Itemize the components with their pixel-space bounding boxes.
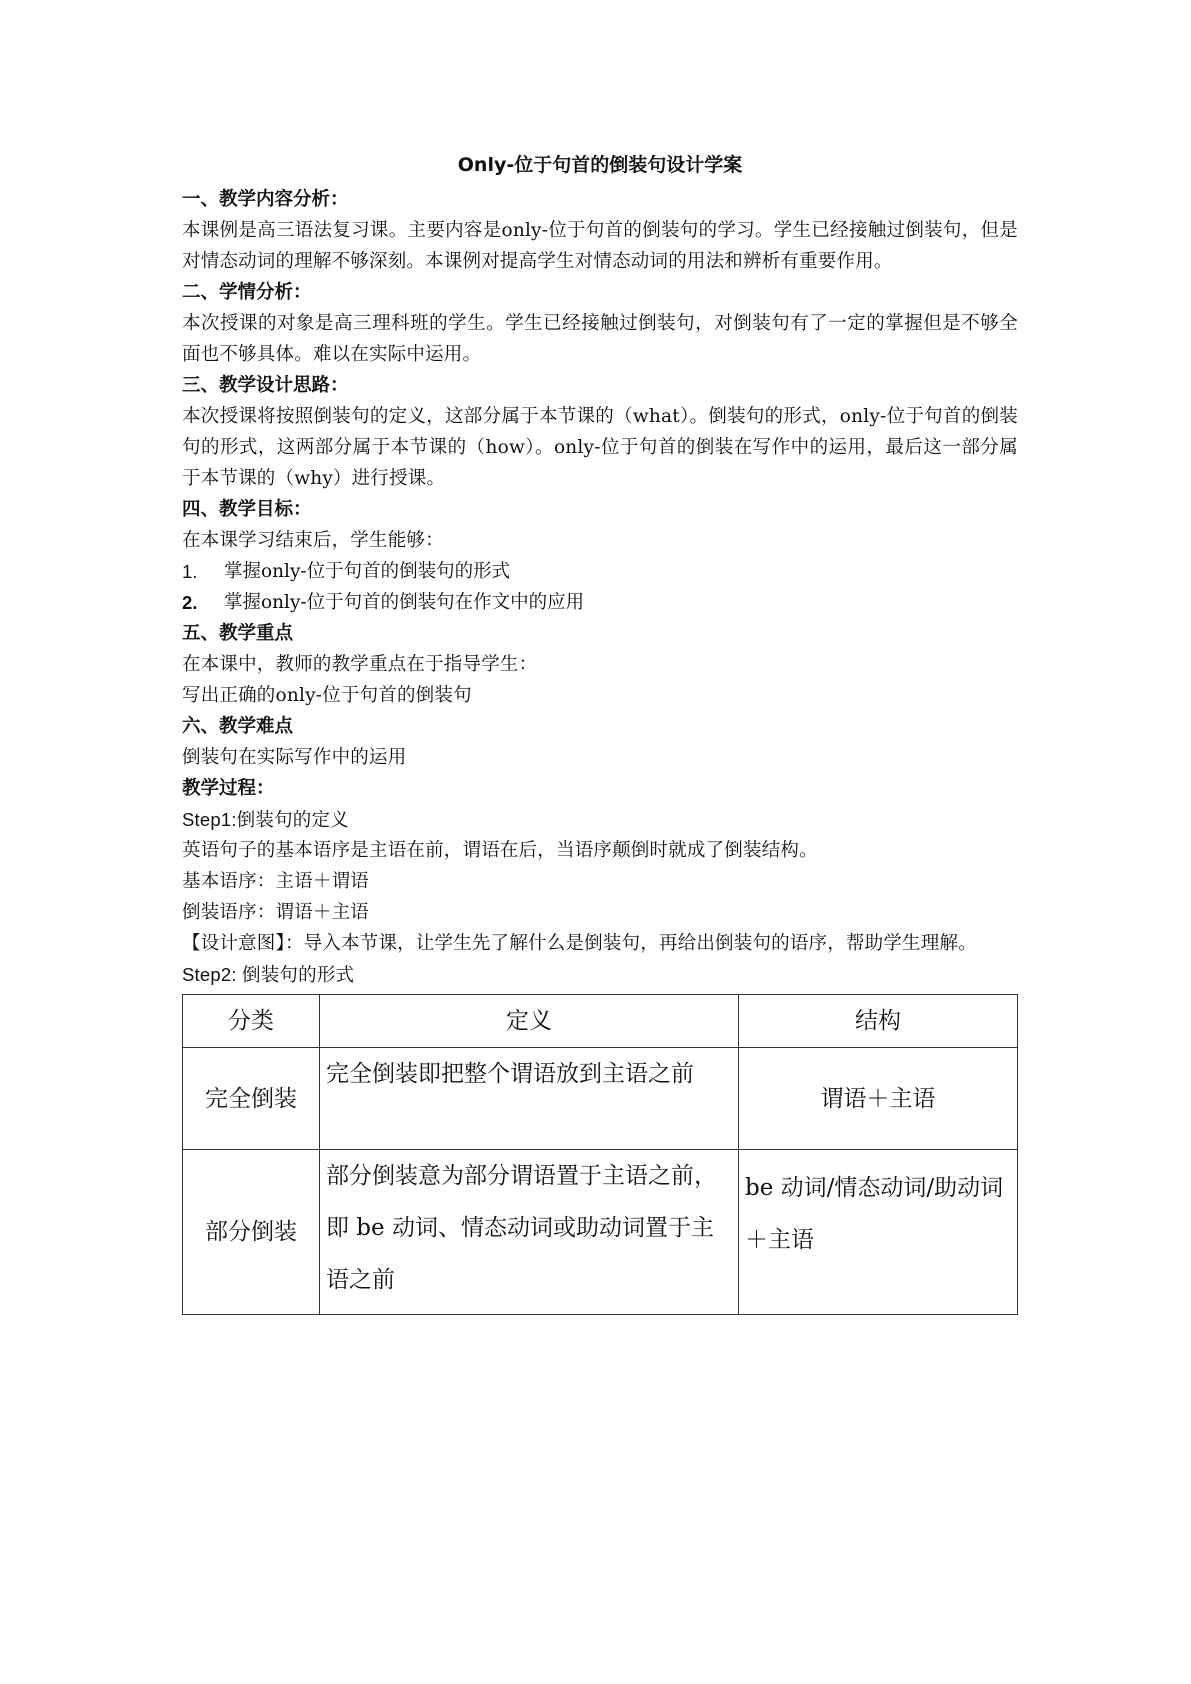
learner-analysis-text: 本次授课的对象是高三理科班的学生。学生已经接触过倒装句，对倒装句有了一定的掌握但是不够全面也不够具体。难以在实际中运用。 [182,313,1018,365]
table-cell-definition: 部分倒装意为部分谓语置于主语之前，即 be 动词、情态动词或助动词置于主语之前 [320,1150,739,1315]
content-analysis-text: 本课例是高三语法复习课。主要内容是only-位于句首的倒装句的学习。学生已经接触过倒装句，但是对情态动词的理解不够深刻。本课例对提高学生对情态动词的用法和辨析有重要作用。 [182,220,1018,272]
table-cell-type: 完全倒装 [183,1048,320,1150]
table-row [183,1048,1018,1150]
table-cell-structure: 谓语＋主语 [739,1048,1018,1150]
objective-text: 掌握only-位于句首的倒装句的形式 [224,561,511,582]
table-header-cell: 分类 [183,995,320,1048]
objective-item [182,587,1018,618]
objective-number: 1. [182,561,198,582]
objectives-intro: 在本课学习结束后，学生能够： [182,530,444,551]
table-row [183,1150,1018,1315]
key-points-line-2: 写出正确的only-位于句首的倒装句 [182,685,472,706]
step1-definition: 英语句子的基本语序是主语在前，谓语在后，当语序颠倒时就成了倒装结构。 [182,840,818,861]
table-header-cell: 结构 [739,995,1018,1048]
objective-number: 2. [182,592,198,613]
table-cell-type: 部分倒装 [183,1150,320,1315]
objective-text: 掌握only-位于句首的倒装句在作文中的应用 [224,592,585,613]
section-heading-difficulties: 六、教学难点 [182,716,294,737]
basic-word-order: 基本语序：主语＋谓语 [182,871,370,892]
section-heading-content-analysis: 一、教学内容分析： [182,189,349,210]
table-cell-structure: be 动词/情态动词/助动词＋主语 [739,1150,1018,1315]
section-heading-objectives: 四、教学目标： [182,499,312,520]
table-cell-definition: 完全倒装即把整个谓语放到主语之前 [320,1048,739,1150]
step2-title: Step2: 倒装句的形式 [182,964,355,985]
difficulties-text: 倒装句在实际写作中的运用 [182,747,407,768]
key-points-line-1: 在本课中，教师的教学重点在于指导学生： [182,654,538,675]
section-heading-learner-analysis: 二、学情分析： [182,282,312,303]
table-header-cell: 定义 [320,995,739,1048]
section-heading-design-ideas: 三、教学设计思路： [182,375,349,396]
document-title: Only-位于句首的倒装句设计学案 [457,154,743,176]
section-heading-key-points: 五、教学重点 [182,623,294,644]
design-ideas-text: 本次授课将按照倒装句的定义，这部分属于本节课的（what）。倒装句的形式，only-位于句首的倒装句的形式，这两部分属于本节课的（how）。only-位于句首的倒装在写作中的运用，最后这一部分属于本节课的（why）进行授课。 [182,406,1018,489]
design-intent: 【设计意图】：导入本节课，让学生先了解什么是倒装句，再给出倒装句的语序，帮助学生理解。 [182,933,977,954]
inverted-word-order: 倒装语序：谓语＋主语 [182,902,370,923]
inversion-forms-table [182,994,1018,1315]
step1-title: Step1:倒装句的定义 [182,809,349,830]
table-header-row [183,995,1018,1048]
objective-item [182,556,1018,587]
document-page [182,150,1018,1315]
section-heading-process: 教学过程： [182,778,275,799]
